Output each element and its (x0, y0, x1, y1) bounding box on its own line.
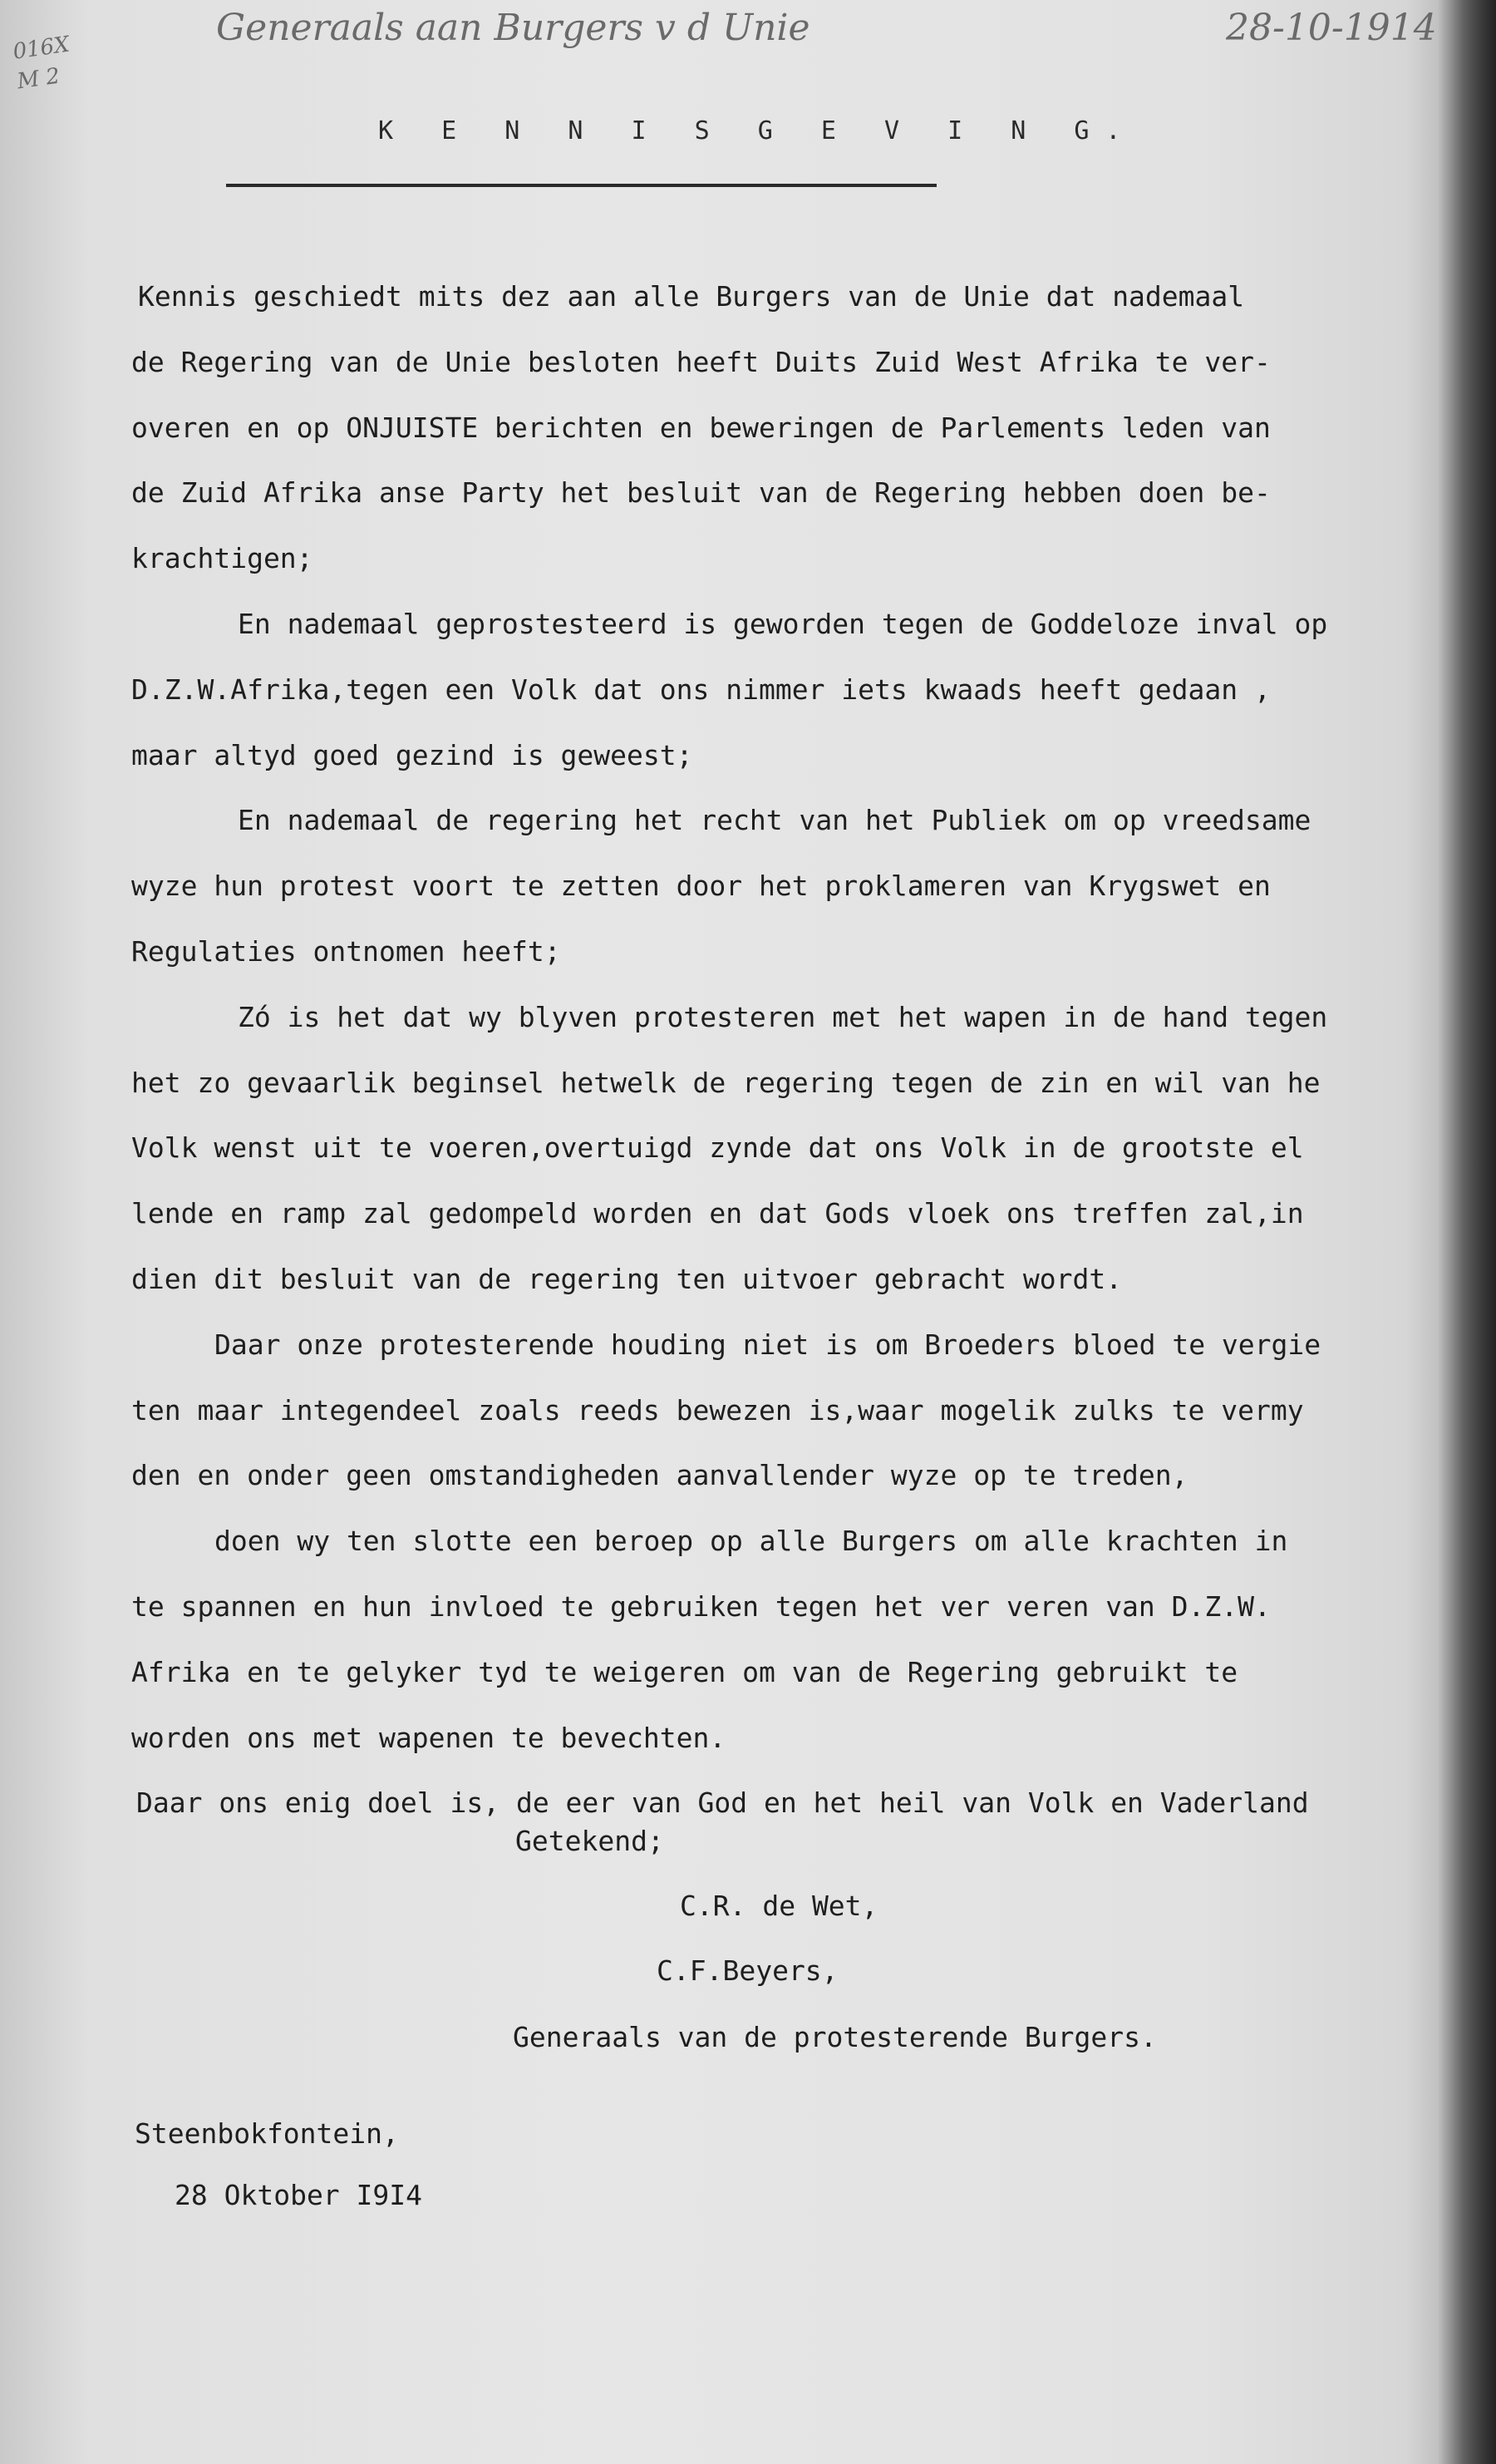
body-line: ten maar integendeel zoals reeds bewezen is,waar mogelik zulks te vermy (131, 1393, 1304, 1427)
signatory-title: Generaals van de protesterende Burgers. (513, 2021, 1157, 2053)
body-line: D.Z.W.Afrika,tegen een Volk dat ons nimmer iets kwaads heeft gedaan , (131, 673, 1271, 706)
place-of-issue: Steenbokfontein, (135, 2117, 399, 2150)
body-line: worden ons met wapenen te bevechten. (131, 1721, 726, 1754)
body-line: krachtigen; (131, 542, 313, 575)
body-line: maar altyd goed gezind is geweest; (131, 738, 693, 771)
body-line: dien dit besluit van de regering ten uitvoer gebracht wordt. (131, 1262, 1123, 1295)
archive-ref-line: 016X (11, 32, 71, 65)
body-line: doen wy ten slotte een beroep op alle Burgers om alle krachten in (214, 1525, 1288, 1558)
body-line: Volk wenst uit te voeren,overtuigd zynde dat ons Volk in de grootste el (131, 1131, 1304, 1165)
notice-body (131, 264, 1478, 1836)
body-line: den en onder geen omstandigheden aanvallender wyze op te treden, (131, 1459, 1188, 1492)
handwritten-date: 28-10-1914 (1226, 7, 1437, 49)
body-line: Daar onze protesterende houding niet is om Broeders bloed te vergie (214, 1328, 1321, 1361)
body-line: de Zuid Afrika anse Party het besluit van de Regering hebben doen be- (131, 476, 1271, 510)
body-line: lende en ramp zal gedompeld worden en dat Gods vloek ons treffen zal,in (131, 1197, 1304, 1230)
body-line: Regulaties ontnomen heeft; (131, 934, 561, 968)
signed-label: Getekend; (515, 1825, 664, 1857)
date-of-issue: 28 Oktober I9I4 (175, 2179, 423, 2211)
body-line: Zó is het dat wy blyven protesteren met het wapen in de hand tegen (238, 1000, 1328, 1033)
body-line: overen en op ONJUISTE berichten en beweringen de Parlements leden van (131, 411, 1271, 444)
handwritten-title: Generaals aan Burgers v d Unie (216, 7, 810, 49)
body-line: Daar ons enig doel is, de eer van God en het heil van Volk en Vaderland (136, 1786, 1309, 1820)
body-line: te spannen en hun invloed te gebruiken tegen het ver veren van D.Z.W. (131, 1589, 1271, 1623)
body-line: Afrika en te gelyker tyd te weigeren om van de Regering gebruikt te (131, 1655, 1238, 1688)
document-heading: K E N N I S G E V I N G. (378, 116, 1138, 145)
body-line: En nademaal de regering het recht van het Publiek om op vreedsame (238, 804, 1311, 837)
signatory-de-wet: C.R. de Wet, (680, 1890, 878, 1922)
heading-underline (226, 184, 937, 187)
body-line: Kennis geschiedt mits dez aan alle Burgers van de Unie dat nademaal (138, 280, 1245, 313)
archive-reference (11, 30, 75, 97)
body-line: het zo gevaarlik beginsel hetwelk de regering tegen de zin en wil van he (131, 1066, 1321, 1099)
body-line: En nademaal geprostesteerd is geworden tegen de Goddeloze inval op (238, 607, 1328, 640)
signatory-beyers: C.F.Beyers, (657, 1954, 839, 1987)
body-line: de Regering van de Unie besloten heeft Duits Zuid West Afrika te ver- (131, 345, 1271, 378)
archive-ref-line: M 2 (15, 63, 62, 95)
body-line: wyze hun protest voort te zetten door het proklameren van Krygswet en (131, 870, 1271, 903)
